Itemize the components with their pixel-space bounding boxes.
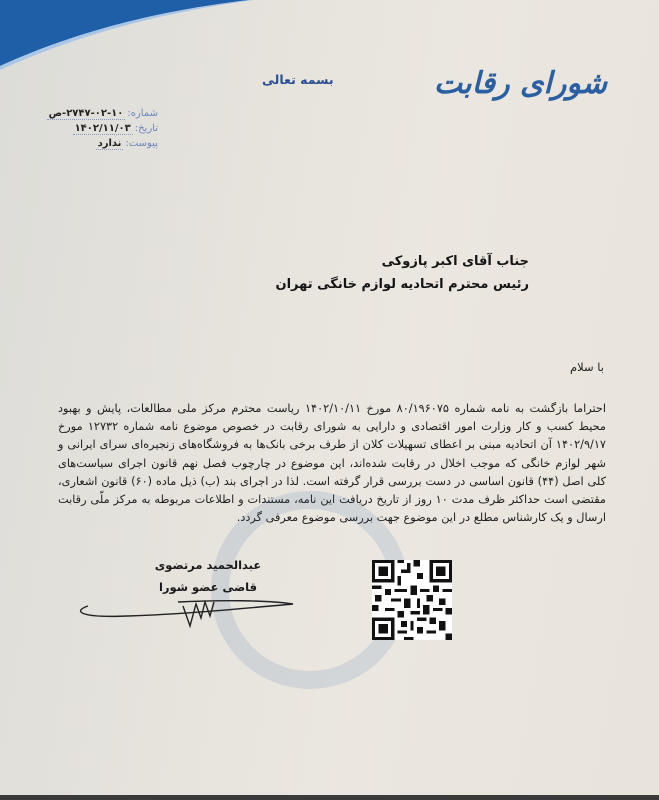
attachment-label: پیوست: (125, 138, 158, 149)
letter-number-label: شماره: (127, 108, 158, 119)
qr-code-icon (372, 560, 452, 640)
recipient-title: رئیس محترم اتحادیه لوازم خانگی تهران (275, 277, 529, 292)
letter-date-label: تاریخ: (134, 123, 158, 134)
letterhead-swoosh-icon (0, 0, 260, 70)
letter-number-value: ۲۷۴۷-۰۲-۱۰-ص (48, 108, 124, 119)
recipient-name: جناب آقای اکبر پازوکی (381, 254, 529, 269)
signatory-name: عبدالحمید مرتضوی (154, 558, 262, 572)
greeting: با سلام (570, 360, 604, 374)
signature-block (118, 558, 298, 594)
organization-logo: شورای رقابت (433, 66, 607, 101)
handwritten-signature-icon (68, 576, 308, 636)
attachment-row (8, 138, 158, 153)
letter-date-value: ۱۴۰۲/۱۱/۰۳ (74, 123, 131, 134)
basmala-heading: بسمه تعالی (262, 72, 334, 87)
attachment-value: ندارد (97, 138, 122, 149)
letter-metadata (8, 108, 158, 153)
letter-body: احتراما بازگشت به نامه شماره ۸۰/۱۹۶۰۷۵ مورخ ۱۴۰۲/۱۰/۱۱ ریاست محترم مرکز ملی مطالعات، پایش و بهبود محیط کسب و کار وزارت امور اقتصادی و دارایی به شورای رقابت در خصوص موضوع نامه شماره ۱۲۷۳۲ مورخ ۱۴۰۲/۹/۱۷ آن اتحادیه مبنی بر اعطای تسهیلات کلان از طرف برخی بانک‌ها به فروشگاه‌های زنجیره‌ای سرای ایرانی و شهر لوازم خانگی که موجب اخلال در رقابت شده‌اند، این موضوع در چارچوب فصل نهم قانون اجرای سیاست‌های کلی اصل (۴۴) قانون اساسی در دست بررسی قرار گرفته است. لذا در اجرای بند (ب) ذیل ماده (۶۰) قانون اشعاری، مقتضی است حداکثر ظرف مدت ۱۰ روز از تاریخ دریافت این نامه، مستندات و اطلاعات مربوطه به مرکز ملّی رقابت ارسال و یک کارشناس مطلع در این موضوع جهت بررسی موضوع معرفی گردد. (58, 402, 606, 525)
recipient-block (276, 250, 530, 296)
photo-bottom-edge (0, 795, 659, 800)
letter-number-row (8, 108, 158, 123)
letter-date-row (8, 123, 158, 138)
signatory-title: قاضی عضو شورا (158, 580, 258, 594)
